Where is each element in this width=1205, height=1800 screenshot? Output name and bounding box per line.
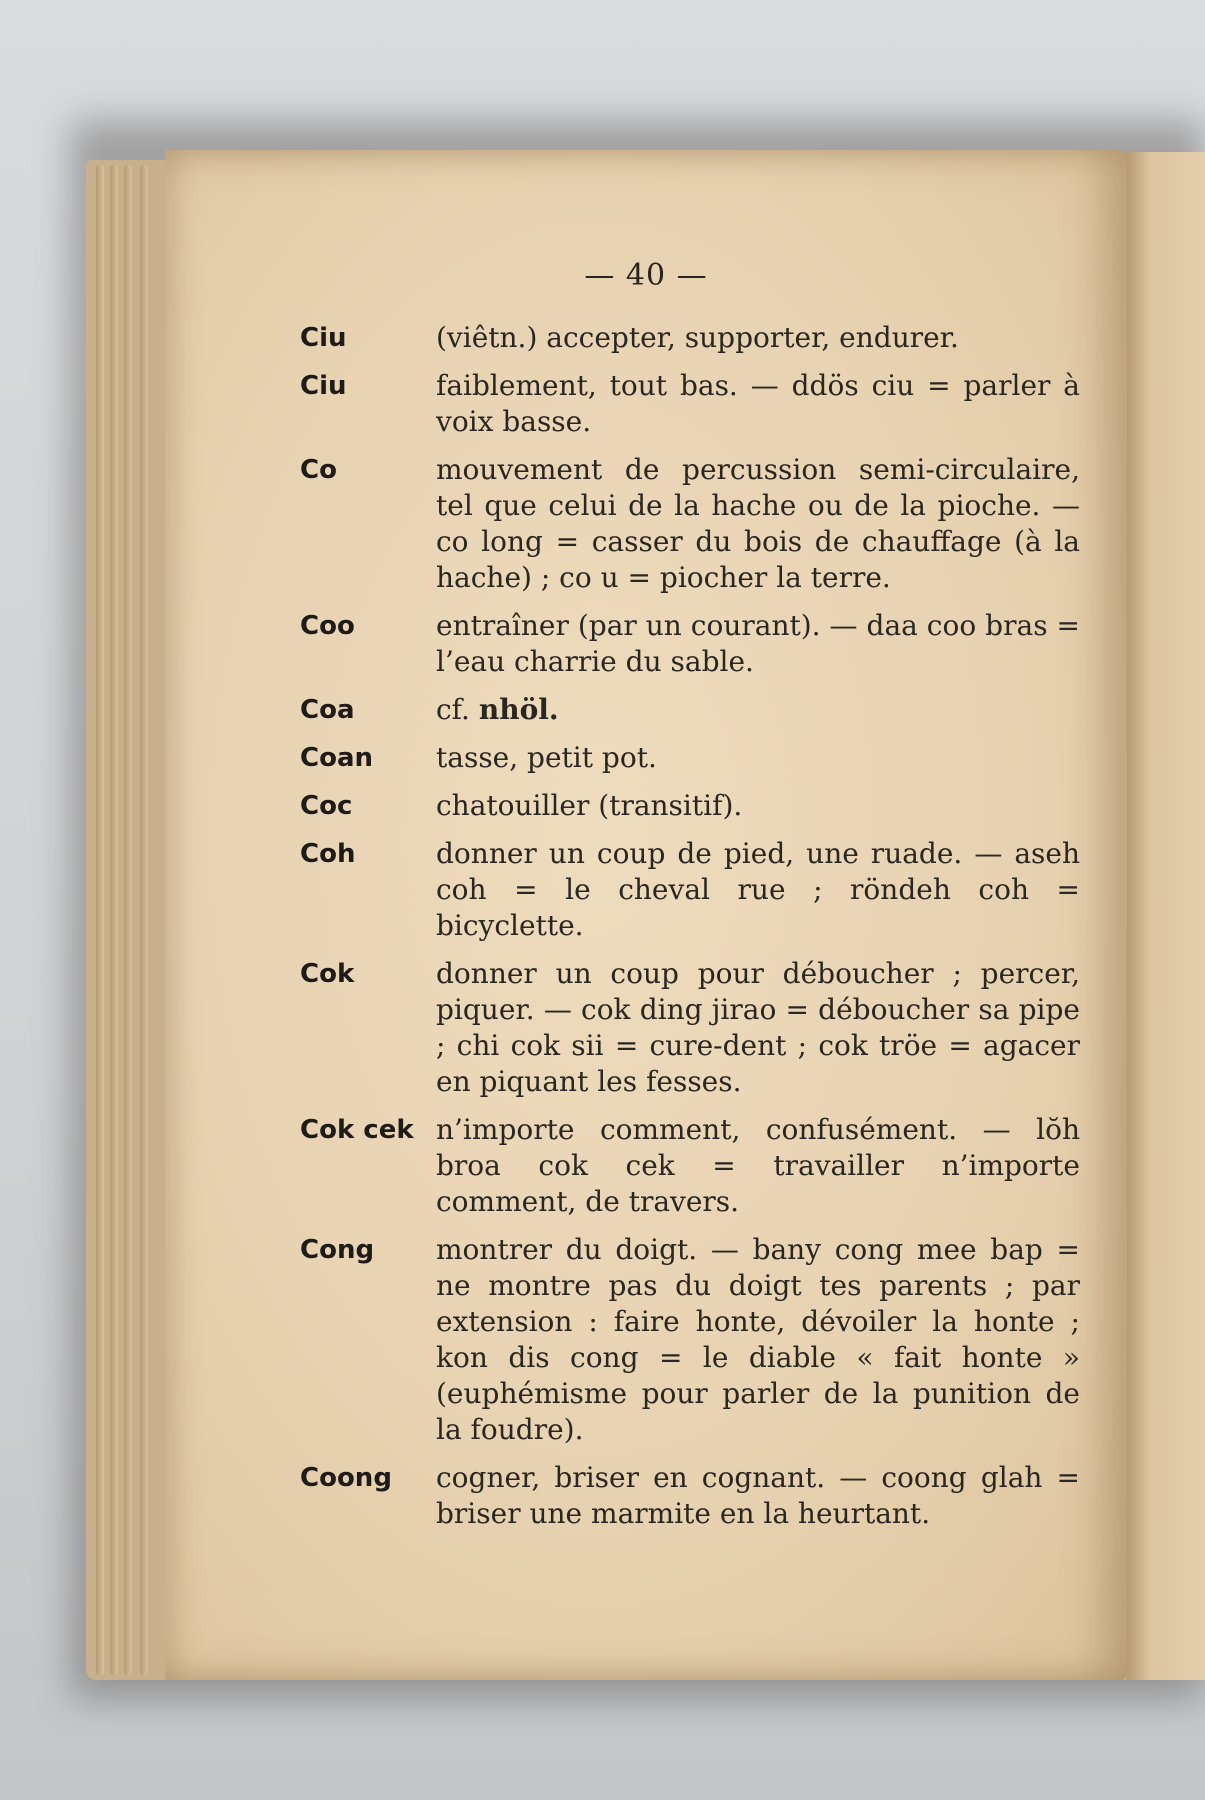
definition: cogner, briser en cognant. — coong glah = briser une marmite en la heurtant. (436, 1461, 1080, 1530)
headword: Coc (300, 791, 353, 821)
dictionary-entry (300, 740, 1080, 776)
headword: Cong (300, 1235, 375, 1265)
headword: Cok cek (300, 1115, 414, 1145)
dictionary-entry (300, 1112, 1080, 1220)
facing-page (1127, 152, 1205, 1680)
definition: faiblement, tout bas. — ddös ciu = parler à voix basse. (436, 369, 1080, 438)
definition: donner un coup pour déboucher ; percer, piquer. — cok ding jirao = déboucher sa pipe ; chi cok sii = cure-dent ; cok tröe = agacer en piquant les fesses. (436, 957, 1080, 1098)
definition: tasse, petit pot. (436, 741, 657, 774)
dictionary-entry (300, 608, 1080, 680)
definition: (viêtn.) accepter, supporter, endurer. (436, 321, 959, 354)
definition: mouvement de percussion semi-circulaire, tel que celui de la hache ou de la pioche. — co long = casser du bois de chauffage (à la hache) ; co u = piocher la terre. (436, 453, 1080, 594)
page-edge (110, 165, 118, 1675)
definition-prefix: cf. (436, 693, 470, 726)
dictionary-entries (300, 320, 1080, 1544)
dictionary-entry (300, 956, 1080, 1100)
page-edge (96, 165, 104, 1675)
headword: Cok (300, 959, 355, 989)
headword: Coong (300, 1463, 392, 1493)
dictionary-entry (300, 788, 1080, 824)
definition: montrer du doigt. — bany cong mee bap = ne montre pas du doigt tes parents ; par extension : faire honte, dévoiler la honte ; kon dis cong = le diable « fait honte » (euphémisme pour parler de la punition de la foudre). (436, 1233, 1080, 1446)
page-edge (140, 165, 148, 1675)
headword: Coo (300, 611, 355, 641)
page-edge (124, 165, 132, 1675)
book-page (165, 150, 1127, 1680)
headword: Coan (300, 743, 373, 773)
definition: chatouiller (transitif). (436, 789, 743, 822)
dictionary-entry (300, 1460, 1080, 1532)
headword: Coh (300, 839, 356, 869)
dictionary-entry (300, 692, 1080, 728)
dictionary-entry (300, 368, 1080, 440)
cross-reference: nhöl. (478, 693, 559, 726)
headword: Ciu (300, 371, 347, 401)
definition (436, 692, 1080, 728)
dictionary-entry (300, 1232, 1080, 1448)
headword: Ciu (300, 323, 347, 353)
definition: entraîner (par un courant). — daa coo bras = l’eau charrie du sable. (436, 609, 1080, 678)
dictionary-entry (300, 320, 1080, 356)
dictionary-entry (300, 836, 1080, 944)
definition: donner un coup de pied, une ruade. — aseh coh = le cheval rue ; röndeh coh = bicyclette. (436, 837, 1080, 942)
headword: Co (300, 455, 337, 485)
headword: Coa (300, 695, 355, 725)
page-number: — 40 — (584, 258, 708, 293)
dictionary-entry (300, 452, 1080, 596)
definition: n’importe comment, confusément. — lŏh broa cok cek = travailler n’importe comment, de travers. (436, 1113, 1080, 1218)
